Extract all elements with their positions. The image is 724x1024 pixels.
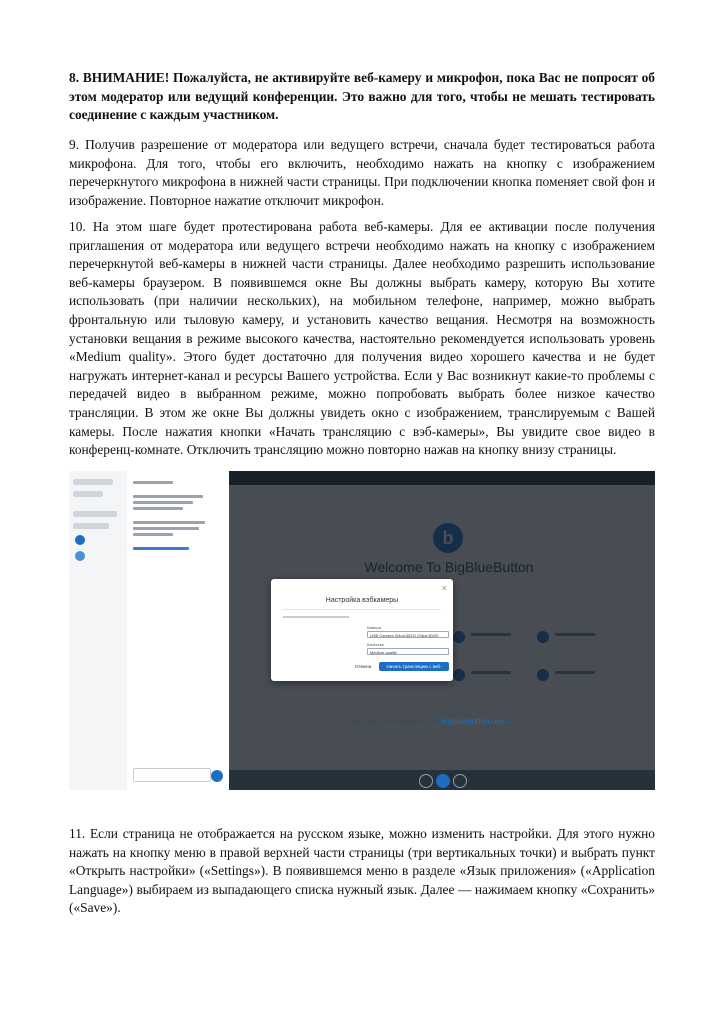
microphone-icon[interactable] xyxy=(419,774,433,788)
camera-label: Камера xyxy=(367,625,381,630)
quality-label: Качество xyxy=(367,642,384,647)
chat-line xyxy=(133,495,203,498)
chat-line xyxy=(133,527,199,530)
chat-line xyxy=(133,481,173,484)
more-info-line xyxy=(349,717,514,726)
paragraph-10: 10. На этом шаге будет протестирована работа веб-камеры. Для ее активации после получения приглашения от модератора или ведущего встречи необходимо нажать на кнопку с изображением перечеркнутой веб-камеры в нижней части страницы. Далее необходимо разрешить использование веб-камеры браузером. В появившемся окне Вы должны выбрать камеру, которую Вы хотите использовать (при наличии нескольких), на мобильном телефоне, например, можно выбрать фронтальную или тыловую камеру, и установить качество вещания. Несмотря на возможность установки вещания в режиме высокого качества, настоятельно рекомендуется использовать уровень «Medium quality». Этого будет достаточно для получения видео хорошего качества и не будет нагружать интернет-канал и ресурсы Вашего устройства. Если у Вас возникнут какие-то проблемы с передачей видео в выбранном режиме, можно попробовать выбрать более низкое качество трансляции. В этом же окне Вы должны увидеть окно с изображением, транслируемым с Вашей камеры. После нажатия кнопки «Начать трансляцию с вэб-камеры», Вы увидите свое видео в конференц-комнате. Отключить трансляцию можно повторно нажав на кнопку внизу страницы. xyxy=(69,219,655,458)
nav-row xyxy=(73,479,113,485)
paragraph-8: 8. ВНИМАНИЕ! Пожалуйста, не активируйте веб-камеру и микрофон, пока Вас не попросят об этом модератор или ведущий конференции. Это важно для того, чтобы не мешать тестировать соединение с каждым участником. xyxy=(69,70,655,123)
webcam-preview xyxy=(283,616,349,618)
chat-link xyxy=(133,547,189,550)
chat-input[interactable] xyxy=(133,768,211,782)
cancel-button[interactable]: Отмена xyxy=(355,664,372,669)
webcam-settings-modal xyxy=(271,579,453,681)
send-icon[interactable] xyxy=(211,770,223,782)
paragraph-11: 11. Если страница не отображается на русском языке, можно изменить настройки. Для этого нужно нажать на кнопку меню в правой верхней части страницы (три вертикальных точки) и выбрать пункт «Открыть настройки» («Settings»). В появившемся меню в разделе «Язык приложения» («Application Language») выбираем из выпадающего списка нужный язык. Далее — нажимаем кнопку «Сохранить» («Save»). xyxy=(69,826,655,916)
chat-line xyxy=(133,533,173,536)
avatar xyxy=(75,535,85,545)
nav-row xyxy=(73,491,103,497)
chat-line xyxy=(133,507,183,510)
webcam-icon[interactable] xyxy=(453,774,467,788)
nav-row xyxy=(73,511,117,517)
chat-line xyxy=(133,501,193,504)
start-webcam-button[interactable]: Начать трансляцию с веб-камеры xyxy=(379,662,449,671)
avatar xyxy=(75,551,85,561)
divider xyxy=(283,609,441,610)
nav-row xyxy=(73,523,109,529)
bottom-controls xyxy=(229,770,655,790)
more-info-text: For more information visit xyxy=(349,717,440,726)
camera-select[interactable]: USB Camera (04ca:3022) (04ca:3022) xyxy=(367,631,449,638)
chat-panel xyxy=(127,471,230,790)
user-list-panel xyxy=(69,471,128,790)
chat-line xyxy=(133,521,205,524)
paragraph-9: 9. Получив разрешение от модератора или ведущего встречи, сначала будет тестироваться работа микрофона. Для того, чтобы его включить, необходимо нажать на кнопку с изображением перечеркнутого микрофона в нижней части страницы. При подключении кнопка поменяет свой фон и изображение. Повторное нажатие отключит микрофон. xyxy=(69,137,655,208)
phone-icon[interactable] xyxy=(436,774,450,788)
bigbluebutton-screenshot xyxy=(69,471,655,790)
more-info-link[interactable]: bigbluebutton.org → xyxy=(441,717,514,726)
close-icon[interactable]: × xyxy=(441,583,447,593)
modal-title: Настройка вэбкамеры xyxy=(325,597,399,604)
quality-select[interactable]: Medium quality xyxy=(367,648,449,655)
